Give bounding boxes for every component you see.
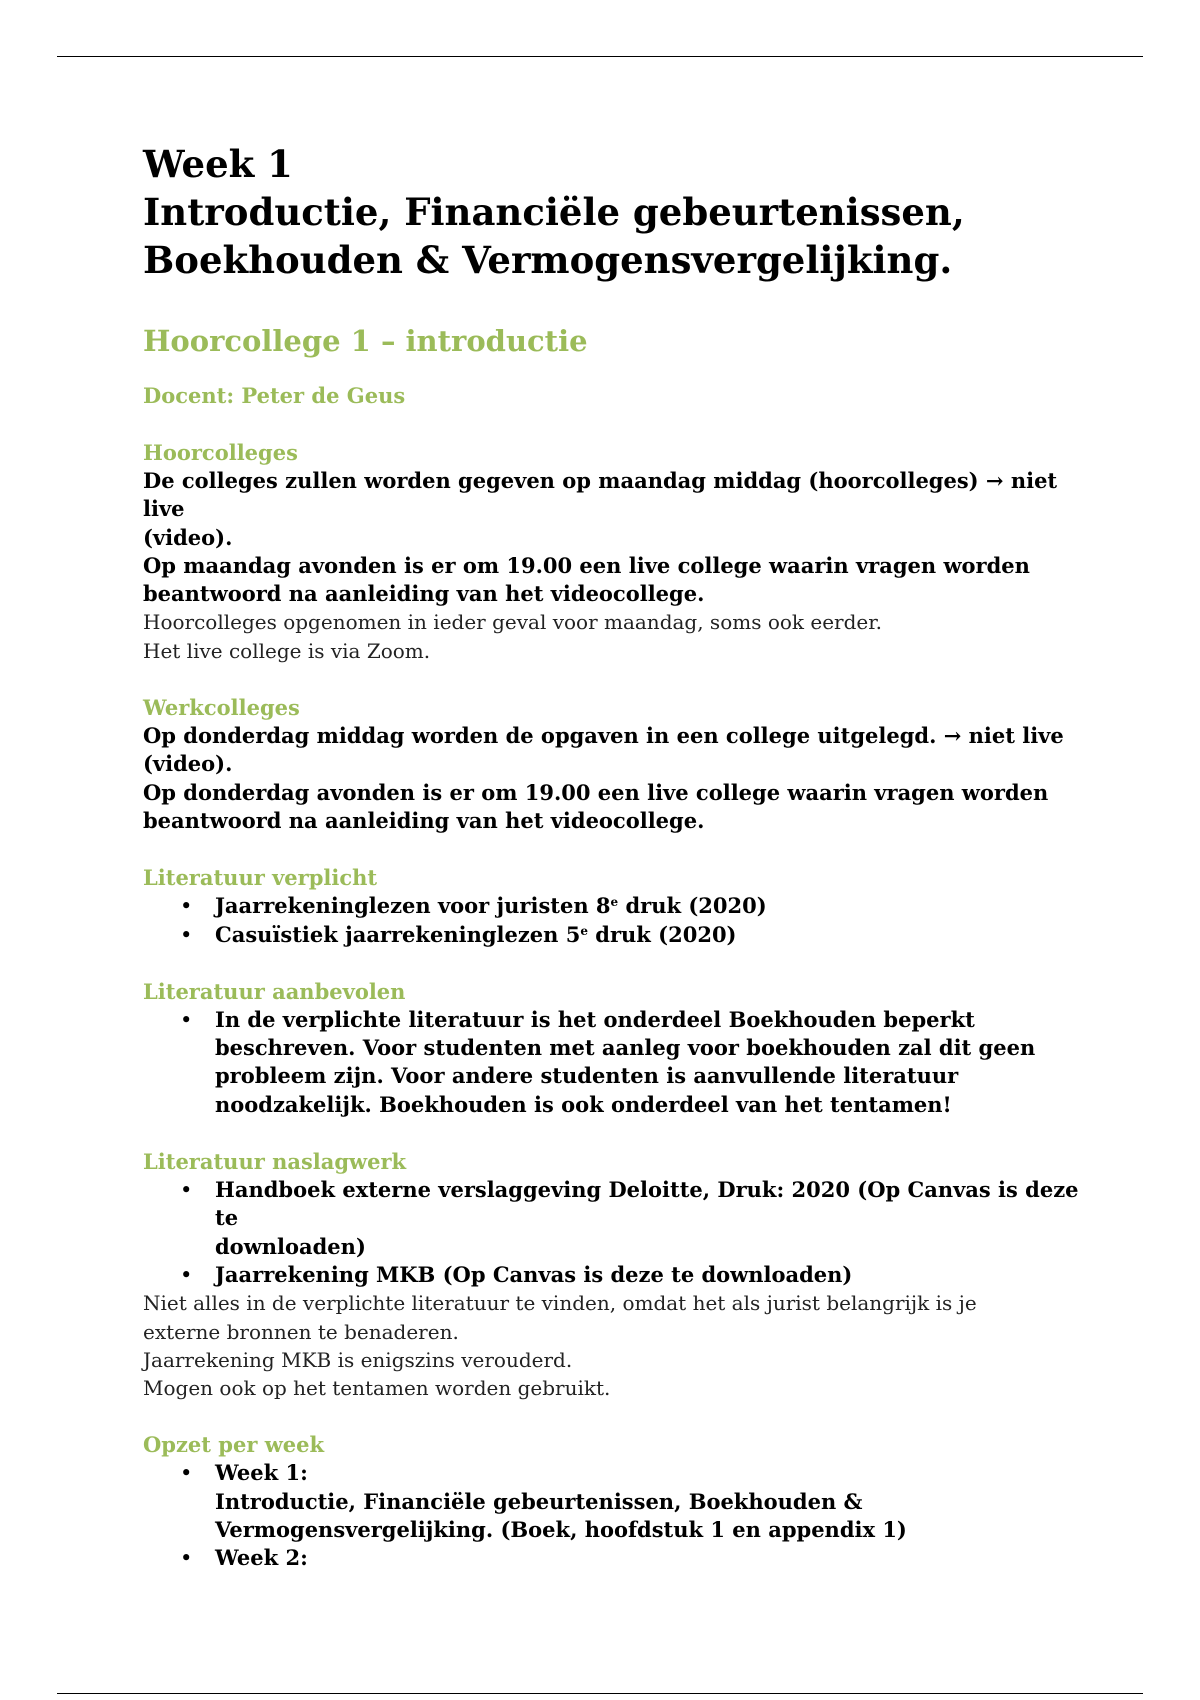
subheading-opzet-per-week: Opzet per week [143,1432,325,1458]
paragraph-line: Op donderdag middag worden de opgaven in een college uitgelegd. → niet live [143,723,1064,749]
note-line: Het live college is via Zoom. [143,638,431,663]
paragraph-line: beantwoord na aanleiding van het videocollege. [143,581,705,607]
list-item: • Jaarrekening MKB (Op Canvas is deze te downloaden) [215,1261,1083,1289]
list-item-week-1: • Week 1: Introductie, Financiële gebeurtenissen, Boekhouden & Vermogensvergelijking. (Boek, hoofdstuk 1 en appendix 1) [215,1459,1083,1544]
top-rule [57,56,1143,57]
section-heading-hoorcollege: Hoorcollege 1 – introductie [143,324,588,358]
subheading-literatuur-verplicht: Literatuur verplicht [143,865,378,891]
bottom-rule [57,1693,1143,1694]
subheading-werkcolleges: Werkcolleges [143,695,300,721]
subheading-hoorcolleges: Hoorcolleges [143,440,298,465]
note-line: Jaarrekening MKB is enigszins verouderd. [143,1347,573,1372]
list-item: • Casuïstiek jaarrekeninglezen 5e druk (2020) [215,921,1083,949]
subheading-literatuur-aanbevolen: Literatuur aanbevolen [143,978,406,1004]
paragraph-line: De colleges zullen worden gegeven op maandag middag (hoorcolleges) → niet live [143,468,1058,522]
title-line: Introductie, Financiële gebeurtenissen, [143,190,965,234]
paragraph-line: (video). [143,751,233,777]
note-line: Niet alles in de verplichte literatuur te vinden, omdat het als jurist belangrijk is je [143,1291,977,1316]
note-line: externe bronnen te benaderen. [143,1319,459,1344]
document-title [143,140,1083,284]
list-item: • Jaarrekeninglezen voor juristen 8e druk (2020) [215,892,1083,920]
paragraph-line: (video). [143,524,233,550]
note-line: Mogen ook op het tentamen worden gebruikt. [143,1376,611,1401]
paragraph-line: beantwoord na aanleiding van het videocollege. [143,807,705,833]
list-literatuur-naslagwerk [143,1176,1083,1289]
list-item-week-2: • Week 2: [215,1544,1083,1572]
document-page [143,140,1083,1573]
list-item: • In de verplichte literatuur is het onderdeel Boekhouden beperkt beschreven. Voor studenten met aanleg voor boekhouden zal dit geen probleem zijn. Voor andere studenten is aanvullende literatuur noodzakelijk. Boekhouden is ook onderdeel van het tentamen! [215,1006,1083,1119]
title-line: Week 1 [143,142,293,186]
docent-label: Docent: Peter de Geus [143,383,406,408]
list-item: • Handboek externe verslaggeving Deloitte, Druk: 2020 (Op Canvas is deze te downloaden) [215,1176,1083,1261]
list-literatuur-aanbevolen [143,1006,1083,1119]
note-line: Hoorcolleges opgenomen in ieder geval voor maandag, soms ook eerder. [143,610,882,635]
title-line: Boekhouden & Vermogensvergelijking. [143,238,953,282]
list-opzet-per-week [143,1459,1083,1572]
list-literatuur-verplicht [143,892,1083,949]
subheading-literatuur-naslagwerk: Literatuur naslagwerk [143,1149,407,1175]
paragraph-line: Op donderdag avonden is er om 19.00 een live college waarin vragen worden [143,779,1049,805]
paragraph-line: Op maandag avonden is er om 19.00 een live college waarin vragen worden [143,552,1030,578]
